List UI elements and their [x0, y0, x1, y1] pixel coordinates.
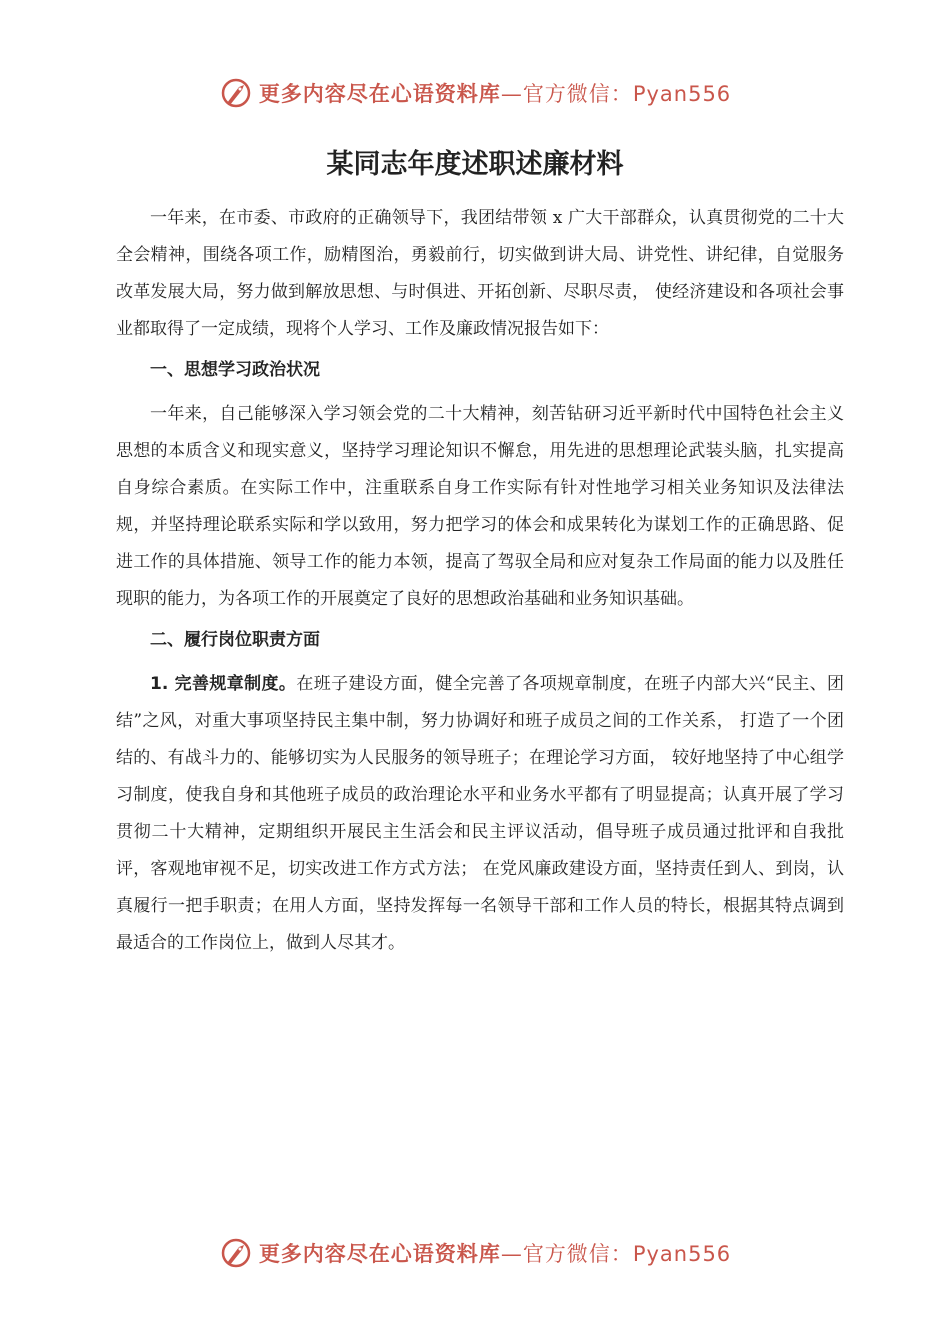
section2-heading: 二、履行岗位职责方面 — [150, 630, 320, 650]
watermark-sub-text: —官方微信： — [500, 1242, 633, 1266]
watermark-wechat-id: Pyan556 — [632, 82, 732, 106]
section2-item1-paragraph — [116, 666, 844, 962]
watermark-main-text: 更多内容尽在心语资料库 — [258, 82, 501, 106]
section1-paragraph: 一年来，自己能够深入学习领会党的二十大精神，刻苦钻研习近平新时代中国特色社会主义思想的本质含义和现实意义，坚持学习理论知识不懈怠，用先进的思想理论武装头脑，扎实提高自身综合素质。在实际工作中，注重联系自身工作实际有针对性地学习相关业务知识及法律法规，并坚持理论联系实际和学以致用，努力把学习的体会和成果转化为谋划工作的正确思路、促进工作的具体措施、领导工作的能力本领，提高了驾驭全局和应对复杂工作局面的能力以及胜任现职的能力，为各项工作的开展奠定了良好的思想政治基础和业务知识基础。 — [116, 404, 844, 609]
document-title: 某同志年度述职述廉材料 — [326, 149, 624, 180]
intro-paragraph: 一年来，在市委、市政府的正确领导下，我团结带领 x 广大干部群众，认真贯彻党的二十大全会精神，围绕各项工作，励精图治，勇毅前行，切实做到讲大局、讲党性、讲纪律，自觉服务改革发展大局，努力做到解放思想、与时俱进、开拓创新、尽职尽责， 使经济建设和各项社会事业都取得了一定成绩，现将个人学习、工作及廉政情况报告如下： — [116, 208, 844, 339]
watermark-main-text: 更多内容尽在心语资料库 — [258, 1242, 501, 1266]
pen-nib-logo-icon — [219, 1236, 253, 1270]
watermark-sub-text: —官方微信： — [500, 82, 633, 106]
header-watermark — [0, 73, 950, 113]
footer-watermark — [0, 1233, 950, 1273]
item1-body: 在班子建设方面，健全完善了各项规章制度，在班子内部大兴“民主、团结”之风，对重大事项坚持民主集中制，努力协调好和班子成员之间的工作关系， 打造了一个团结的、有战斗力的、能够切实为人民服务的领导班子；在理论学习方面， 较好地坚持了中心组学习制度，使我自身和其他班子成员的政治理论水平和业务水平都有了明显提高；认真开展了学习贯彻二十大精神，定期组织开展民主生活会和民主评议活动，倡导班子成员通过批评和自我批评，客观地审视不足，切实改进工作方式方法； 在党风廉政建设方面，坚持责任到人、到岗，认真履行一把手职责；在用人方面，坚持发挥每一名领导干部和工作人员的特长，根据其特点调到最适合的工作岗位上，做到人尽其才。 — [116, 674, 844, 953]
watermark-wechat-id: Pyan556 — [632, 1242, 732, 1266]
document-body — [116, 200, 844, 962]
pen-nib-logo-icon — [219, 76, 253, 110]
section1-heading: 一、思想学习政治状况 — [150, 360, 320, 380]
item1-lead: 1. 完善规章制度。 — [150, 674, 297, 694]
